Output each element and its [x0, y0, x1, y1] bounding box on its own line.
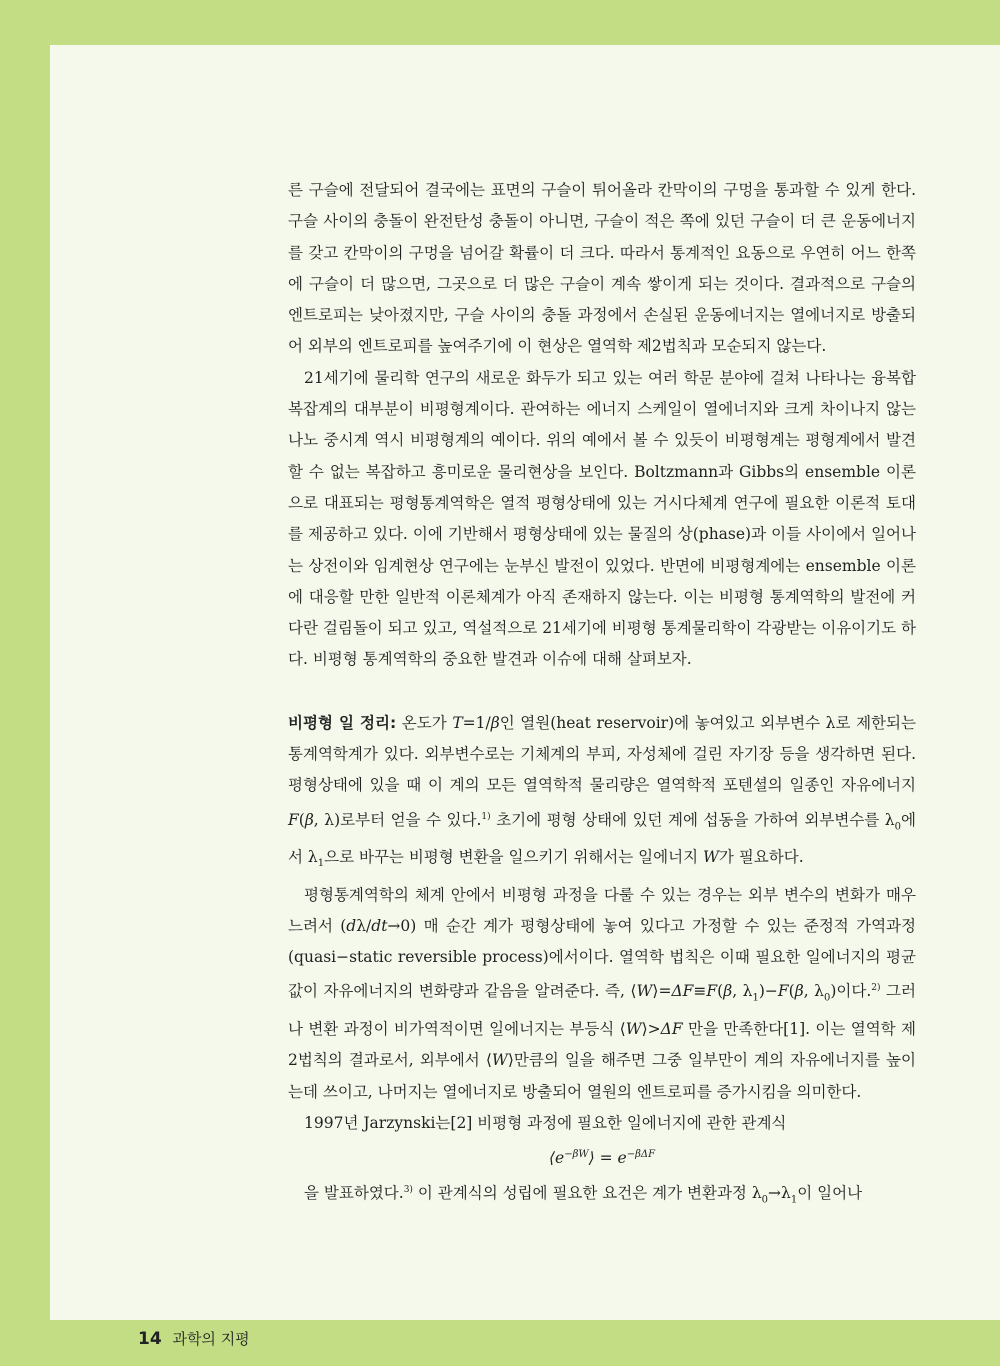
- jarzynski-equation: $⟨e^{-\beta W}⟩ = e^{-\beta\Delta F}$: [548, 1149, 656, 1168]
- journal-title: 과학의 지평: [172, 1330, 250, 1348]
- paragraph-2: 21세기에 물리학 연구의 새로운 화두가 되고 있는 여러 학문 분야에 걸쳐 나타나는 융복합 복잡계의 대부분이 비평형계이다. 관여하는 에너지 스케일이 열에너지와 크게 차이나지 않는 나노 중시계 역시 비평형계의 예이다. 위의 예에서 볼 수 있듯이 비평형계는 평형계에서 발견할 수 없는 복잡하고 흥미로운 물리현상을 보인다. Boltzmann과 Gibbs의 ensemble 이론으로 대표되는 평형통계역학은 열적 평형상태에 있는 거시다체계 연구에 필요한 이론적 토대를 제공하고 있다. 이에 기반해서 평형상태에 있는 물질의 상(phase)과 이들 사이에서 일어나는 상전이와 임계현상 연구에는 눈부신 발전이 있었다. 반면에 비평형계에는 ensemble 이론에 대응할 만한 일반적 이론체계가 아직 존재하지 않는다. 이는 비평형 통계역학의 발전에 커다란 걸림돌이 되고 있고, 역설적으로 21세기에 비평형 통계물리학이 각광받는 이유이기도 하다. 비평형 통계역학의 중요한 발견과 이슈에 대해 살펴보자.: [288, 368, 916, 669]
- paragraph-3: 비평형 일 정리: 온도가 T=1/β인 열원(heat reservoir)에 놓여있고 외부변수 λ로 제한되는 통계역학계가 있다. 외부변수로는 기체계의 부피, 자성체에 걸린 자기장 등을 생각하면 된다. 평형상태에 있을 때 이 계의 모든 열역학적 물리량은 열역학적 포텐셜의 일종인 자유에너지 F(β, λ)로부터 얻을 수 있다.$^{1)}$ 초기에 평형 상태에 있던 계에 섭동을 가하여 외부변수를 $\lambda_0$에서 $\lambda_1$으로 바꾸는 비평형 변환을 일으키기 위해서는 일에너지 W가 필요하다.: [288, 713, 916, 870]
- footnote-ref-1: 1): [481, 811, 491, 822]
- section-heading: 비평형 일 정리:: [288, 713, 397, 732]
- paragraph-4: 평형통계역학의 체계 안에서 비평형 과정을 다룰 수 있는 경우는 외부 변수의 변화가 매우 느려서 (dλ/dt→0) 매 순간 계가 평형상태에 놓여 있다고 가정할 수 있는 준정적 가역과정(quasi−static reversible process)에서이다. 열역학 법칙은 이때 필요한 일에너지의 평균값이 자유에너지의 변화량과 같음을 알려준다. 즉, ⟨W⟩=ΔF≡F(β, $\lambda_1)-F(\beta$, $\lambda_0$)이다.$^{2)}$ 그러나 변환 과정이 비가역적이면 일에너지는 부등식 ⟨W⟩>ΔF 만을 만족한다[1]. 이는 열역학 제2법칙의 결과로서, 외부에서 ⟨W⟩만큼의 일을 해주면 그중 일부만이 계의 자유에너지를 높이는데 쓰이고, 나머지는 열에너지로 방출되어 열원의 엔트로피를 증가시킴을 의미한다.: [288, 885, 916, 1101]
- page-sheet: [50, 45, 1000, 1349]
- article-body: [288, 175, 916, 1215]
- paragraph-1: 른 구슬에 전달되어 결국에는 표면의 구슬이 튀어올라 칸막이의 구멍을 통과할 수 있게 한다. 구슬 사이의 충돌이 완전탄성 충돌이 아니면, 구슬이 적은 쪽에 있던 구슬이 더 큰 운동에너지를 갖고 칸막이의 구멍을 넘어갈 확률이 더 크다. 따라서 통계적인 요동으로 우연히 어느 한쪽에 구슬이 더 많으면, 그곳으로 더 많은 구슬이 계속 쌓이게 되는 것이다. 결과적으로 구슬의 엔트로피는 낮아졌지만, 구슬 사이의 충돌 과정에서 손실된 운동에너지는 열에너지로 방출되어 외부의 엔트로피를 높여주기에 이 현상은 열역학 제2법칙과 모순되지 않는다.: [288, 181, 916, 356]
- paragraph-6: 을 발표하였다.$^{3)}$ 이 관계식의 성립에 필요한 요건은 계가 변환과정 $\lambda_0\to\lambda_1$이 일어나: [304, 1183, 863, 1205]
- page-footer: [138, 1328, 250, 1349]
- footnote-ref-2: 2): [871, 983, 881, 994]
- footnote-ref-3: 3): [403, 1184, 413, 1195]
- paragraph-5: 1997년 Jarzynski는[2] 비평형 과정에 필요한 일에너지에 관한 관계식: [304, 1113, 787, 1132]
- page-number: 14: [138, 1329, 162, 1349]
